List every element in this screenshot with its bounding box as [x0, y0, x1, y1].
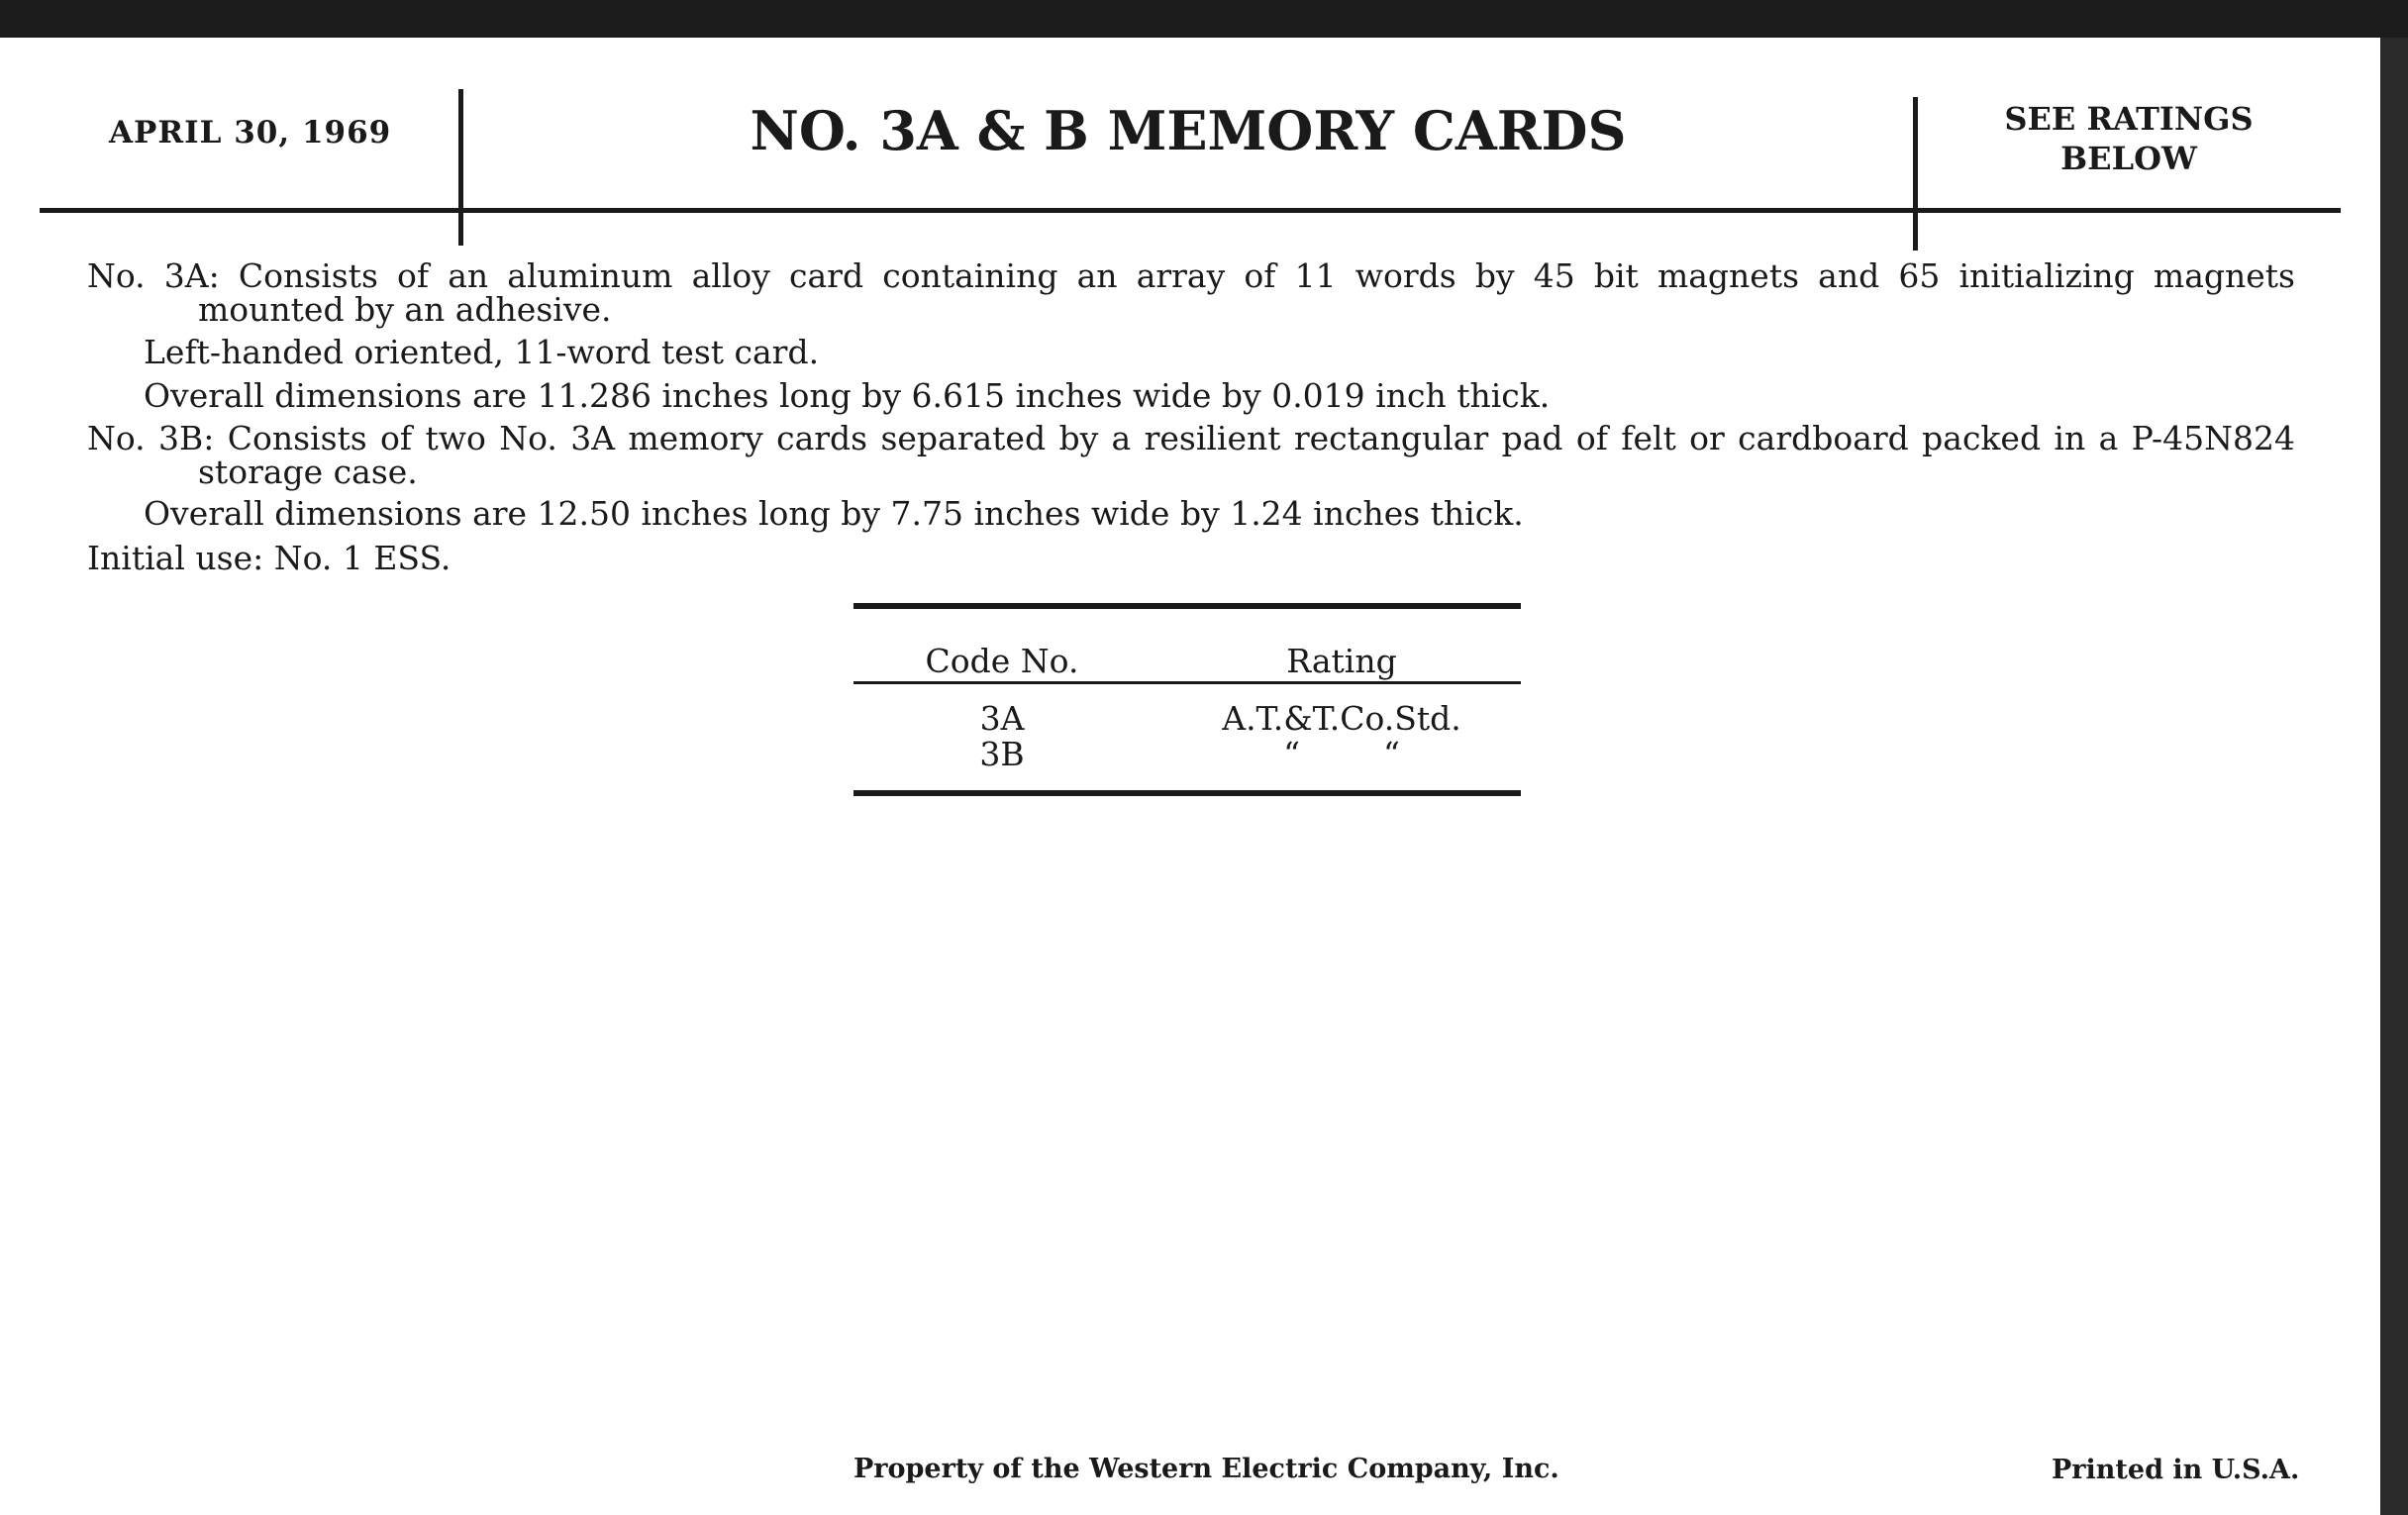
table-cell-rating: “ “ [1283, 735, 1400, 773]
paragraph-3b-line2: storage case. [198, 453, 418, 491]
footer-printed: Printed in U.S.A. [2052, 1455, 2300, 1485]
paragraph-3b-dimensions: Overall dimensions are 12.50 inches long by 7.75 inches wide by 1.24 inches thick. [144, 494, 1524, 533]
table-header-code: Code No. [925, 642, 1079, 680]
table-bottom-rule [853, 790, 1521, 796]
paragraph-3b-description [87, 419, 2295, 491]
table-header-rule [853, 681, 1521, 684]
paragraph-3a-orientation: Left-handed oriented, 11-word test card. [144, 333, 820, 371]
paragraph-initial-use: Initial use: No. 1 ESS. [87, 539, 452, 577]
page-title: NO. 3A & B MEMORY CARDS [750, 99, 1627, 162]
paragraph-3a-line1: No. 3A: Consists of an aluminum alloy card containing an array of 11 words by 45 bit magnets and 65 initializing magnets [87, 256, 2295, 295]
header-rule [40, 208, 2341, 213]
paragraph-3a-dimensions: Overall dimensions are 11.286 inches long by 6.615 inches wide by 0.019 inch thick. [144, 376, 1551, 415]
ratings-note [1921, 99, 2337, 178]
table-cell-code: 3B [979, 735, 1025, 773]
table-cell-rating: A.T.&T.Co.Std. [1222, 699, 1461, 738]
spec-sheet-page [0, 38, 2380, 1515]
table-top-rule [853, 603, 1521, 609]
table-header-rating: Rating [1286, 642, 1397, 680]
issue-date: APRIL 30, 1969 [109, 115, 392, 151]
paragraph-3a-description [87, 256, 2295, 329]
header-divider-right [1913, 97, 1918, 251]
table-cell-code: 3A [979, 699, 1025, 738]
scan-edge [2380, 38, 2408, 1515]
ratings-note-line1: SEE RATINGS [2004, 100, 2254, 138]
footer-property: Property of the Western Electric Company, Inc. [853, 1454, 1559, 1484]
paragraph-3a-line2: mounted by an adhesive. [198, 290, 612, 329]
header-divider-left [458, 89, 463, 246]
paragraph-3b-line1: No. 3B: Consists of two No. 3A memory cards separated by a resilient rectangular pad of felt or cardboard packed in a P-45N824 [87, 419, 2295, 457]
ratings-note-line2: BELOW [2060, 140, 2197, 177]
